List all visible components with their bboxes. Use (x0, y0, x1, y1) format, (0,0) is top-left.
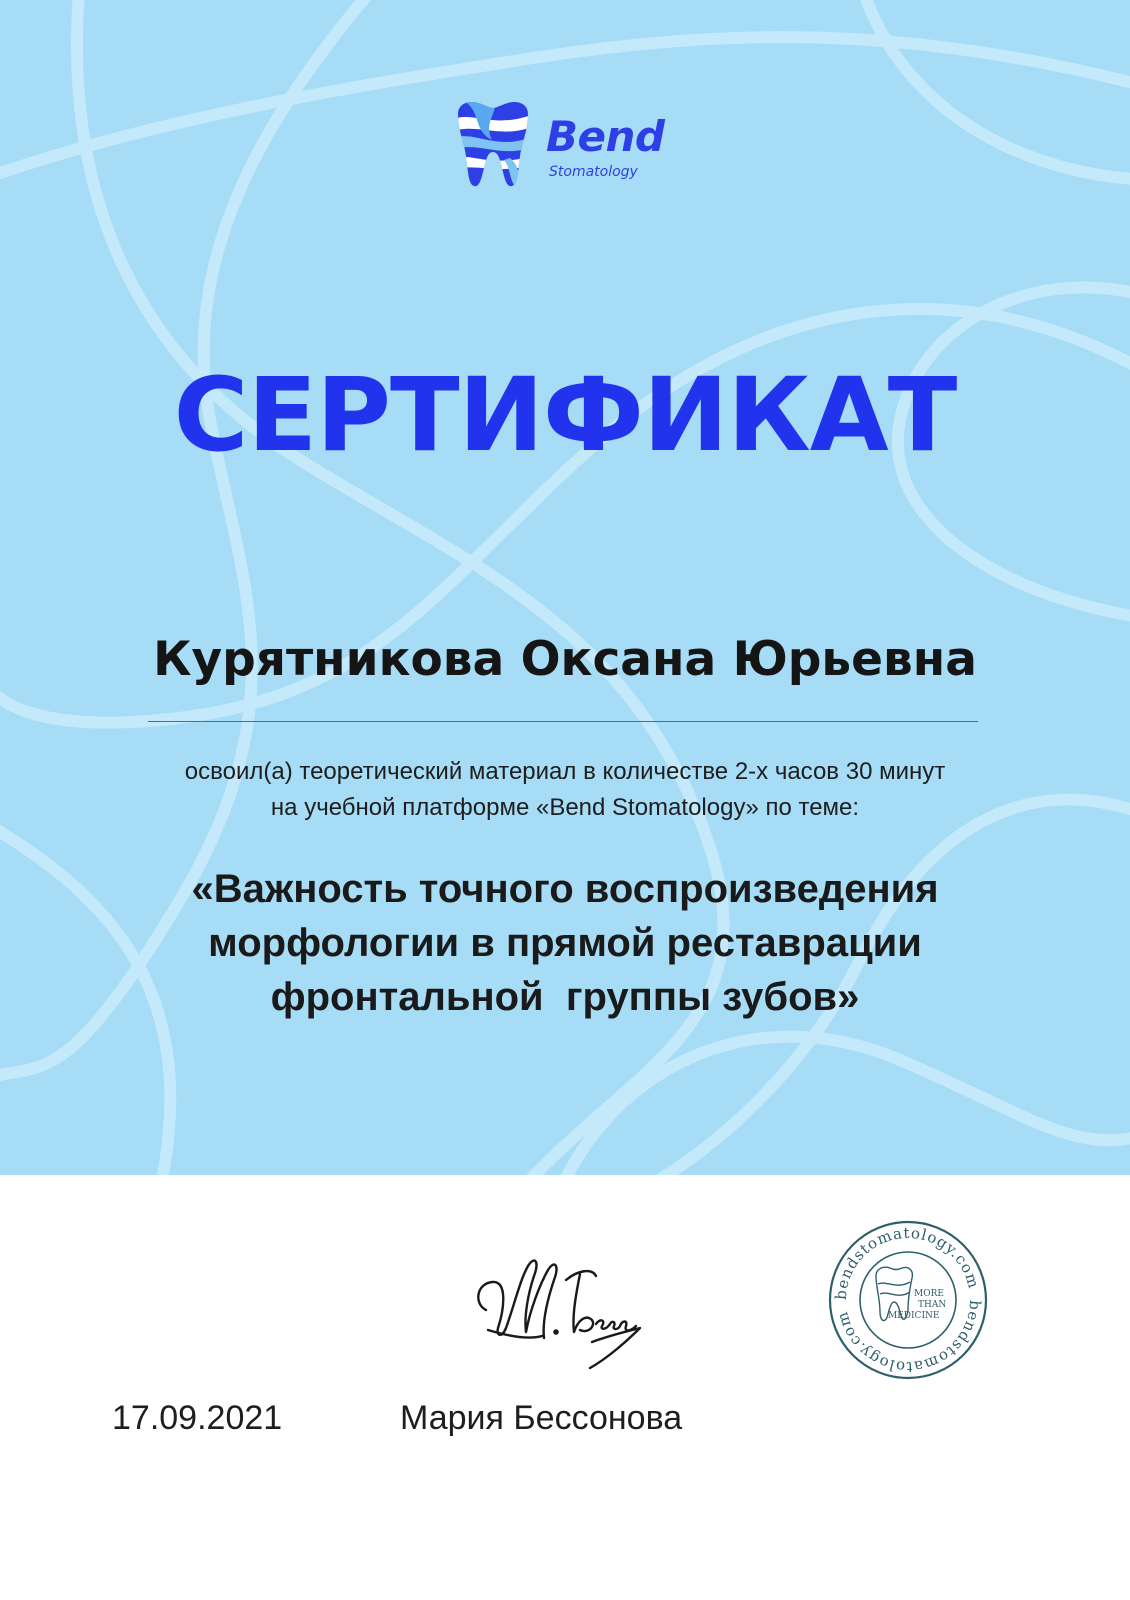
recipient-name: Курятникова Оксана Юрьевна (153, 632, 977, 687)
course-description (0, 754, 1130, 826)
svg-text:MORE: MORE (914, 1289, 944, 1299)
tooth-logo-icon (452, 100, 534, 190)
topic-line-2: морфологии в прямой реставрации (208, 921, 922, 965)
svg-text:MEDICINE: MEDICINE (888, 1311, 940, 1321)
svg-text:bendstomatology.com: bendstomatology.com (831, 1223, 984, 1301)
certificate-title: СЕРТИФИКАТ (173, 356, 957, 475)
brand-subtitle: Stomatology (549, 164, 638, 180)
company-stamp (826, 1218, 990, 1382)
bend-stomatology-logo (452, 100, 682, 192)
issue-date: 17.09.2021 (112, 1399, 283, 1437)
signer-name: Мария Бессонова (400, 1399, 683, 1437)
description-line-1: освоил(а) теоретический материал в количестве 2-х часов 30 минут (184, 758, 946, 785)
course-topic (0, 862, 1130, 1024)
handwritten-signature (468, 1240, 648, 1380)
topic-line-1: «Важность точного воспроизведения (191, 867, 939, 911)
svg-text:bendstomatology.com: bendstomatology.com (832, 1299, 985, 1377)
topic-line-3: фронтальной группы зубов» (270, 975, 860, 1019)
name-underline (148, 721, 978, 722)
brand-name: Bend (546, 112, 665, 161)
description-line-2: на учебной платформе «Bend Stomatology» по теме: (270, 794, 860, 821)
svg-text:THAN: THAN (918, 1300, 947, 1310)
